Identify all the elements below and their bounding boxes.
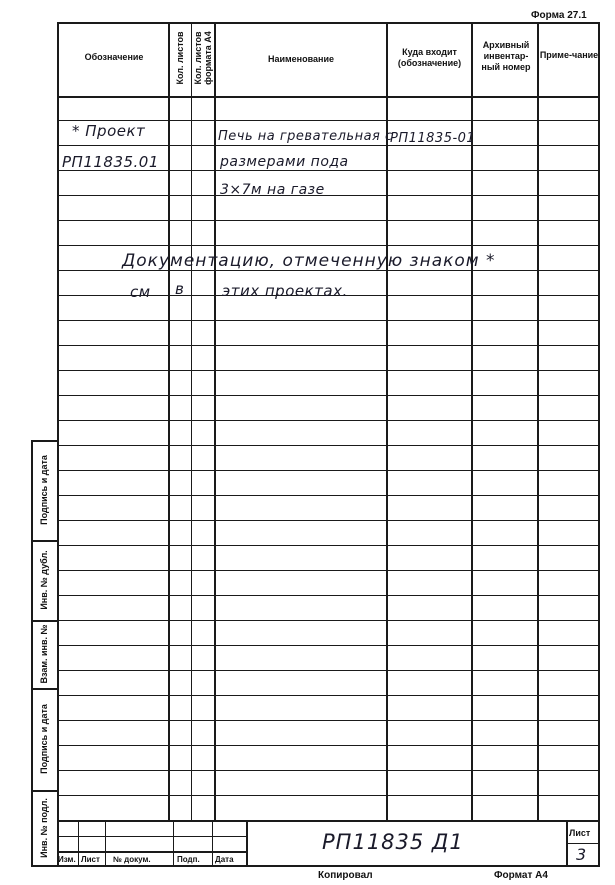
entry-where-used-1: РП11835-01 — [390, 131, 476, 146]
header-name: Наименование — [267, 54, 335, 64]
row-line — [57, 120, 600, 121]
row-line — [57, 670, 600, 671]
row-line — [57, 420, 600, 421]
note-line-1: Документацию, отмеченную знаком * — [122, 251, 496, 271]
title-block-col — [173, 820, 174, 867]
row-line — [57, 245, 600, 246]
header-designation: Обозначение — [84, 52, 144, 62]
col-line — [168, 22, 170, 820]
row-line — [57, 745, 600, 746]
header-sheet-count: Кол. листов — [175, 31, 185, 85]
entry-name-1: Печь на гревательная с — [218, 129, 393, 144]
header-format-count: Кол. листов формата А4 — [193, 31, 213, 85]
header-divider — [57, 96, 600, 98]
row-line — [57, 445, 600, 446]
row-line — [57, 470, 600, 471]
note-line-2c: этих проектах. — [222, 282, 348, 300]
header-where-used: Куда входит (обозначение) — [397, 47, 462, 68]
row-line — [57, 395, 600, 396]
row-line — [57, 595, 600, 596]
row-line — [57, 220, 600, 221]
sheet-number: 3 — [576, 845, 587, 864]
title-block-line — [57, 836, 247, 837]
tb-col-sheet: Лист — [81, 855, 100, 864]
tb-col-doc-number: № докум. — [113, 855, 151, 864]
form-label: Форма 27.1 — [531, 10, 587, 21]
col-line — [537, 22, 539, 820]
stamp-divider — [31, 790, 57, 792]
stamp-divider — [31, 688, 57, 690]
row-line — [57, 620, 600, 621]
tb-col-change: Изм. — [58, 855, 76, 864]
title-block-line — [566, 843, 600, 844]
stamp-divider — [31, 620, 57, 622]
title-block-col — [105, 820, 106, 867]
header-archive-number: Архивный инвентар-ный номер — [481, 40, 531, 72]
note-line-2b: в — [175, 280, 185, 298]
row-line — [57, 695, 600, 696]
col-line — [191, 22, 192, 820]
row-line — [57, 495, 600, 496]
title-block-line — [57, 851, 247, 853]
footer-copied: Копировал — [318, 870, 373, 881]
row-line — [57, 345, 600, 346]
title-block-top — [57, 820, 600, 822]
row-line — [57, 645, 600, 646]
header-note: Приме-чание — [539, 50, 599, 60]
entry-name-3: 3×7м на газе — [220, 182, 325, 198]
title-block-col — [212, 820, 213, 867]
entry-designation-1: * Проект — [72, 122, 146, 140]
row-line — [57, 795, 600, 796]
title-block-col — [78, 820, 79, 867]
stamp-sign-date-2: Подпись и дата — [39, 704, 49, 774]
row-line — [57, 720, 600, 721]
stamp-divider — [31, 540, 57, 542]
note-line-2a: см — [130, 283, 151, 301]
stamp-dup-inv: Инв. № дубл. — [39, 550, 49, 610]
row-line — [57, 320, 600, 321]
tb-col-date: Дата — [215, 855, 234, 864]
document-code: РП11835 Д1 — [322, 830, 464, 854]
tb-col-signature: Подп. — [177, 855, 200, 864]
row-line — [57, 520, 600, 521]
row-line — [57, 370, 600, 371]
stamp-sign-date-1: Подпись и дата — [39, 455, 49, 525]
entry-name-2: размерами пода — [220, 154, 349, 170]
row-line — [57, 195, 600, 196]
footer-format: Формат А4 — [494, 870, 548, 881]
entry-designation-2: РП11835.01 — [62, 153, 159, 171]
row-line — [57, 770, 600, 771]
row-line — [57, 545, 600, 546]
col-line — [214, 22, 216, 820]
sheet-label: Лист — [569, 828, 591, 838]
row-line — [57, 145, 600, 146]
title-block-col — [246, 820, 248, 867]
row-line — [57, 570, 600, 571]
stamp-replaced-inv: Взам. инв. № — [39, 624, 49, 684]
stamp-inv-orig: Инв. № подл. — [39, 798, 49, 858]
